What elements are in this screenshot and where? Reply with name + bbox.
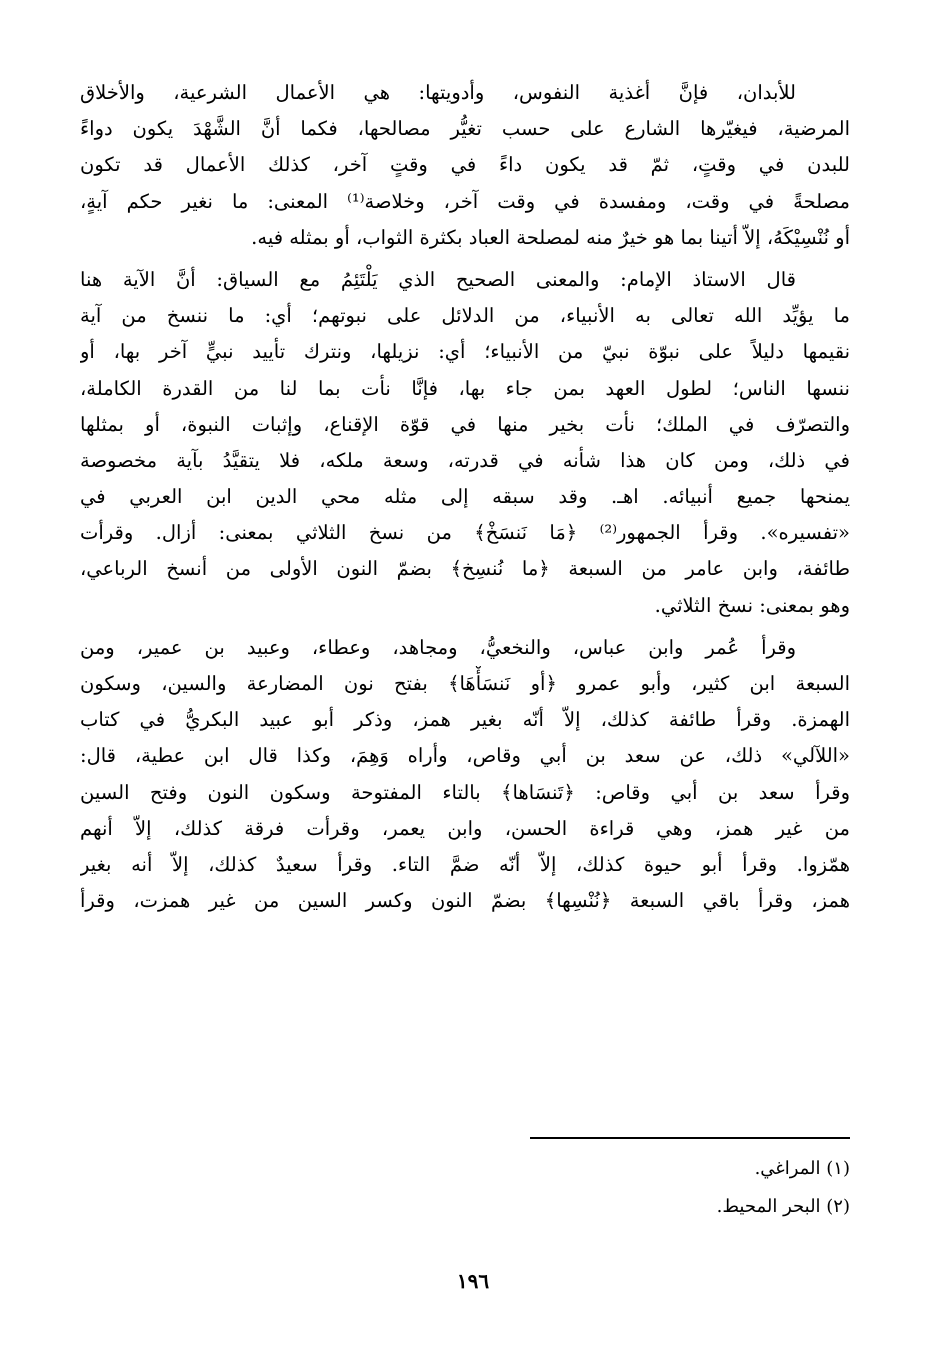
text-line: والتصرّف في الملك؛ نأت بخير منها في قوّة الإقناع، وإثبات النبوة، أو بمثلها <box>80 412 850 436</box>
footnote-divider <box>530 1137 850 1139</box>
text-line: وقرأ سعد بن أبي وقاص: ﴿تَنسَاها﴾ بالتاء المفتوحة وسكون النون وفتح السين <box>80 780 850 804</box>
text-line: للبدن في وقتٍ، ثمّ قد يكون داءً في وقتٍ آخر، كذلك الأعمال قد تكون <box>80 153 850 177</box>
text-line: همز، وقرأ باقي السبعة ﴿نُنْسِها﴾ بضمّ النون وكسر السين من غير همزت، وقرأ <box>80 889 850 913</box>
text-line: همّزوا. وقرأ أبو حيوة كذلك، إلاّ أنّه ضمَّ التاء. وقرأ سعيدٌ كذلك، إلاّ أنه بغير <box>80 852 850 876</box>
text-line: وقرأ عُمر وابن عباس، والنخعيُّ، ومجاهد، وعطاء، وعبيد بن عمير، ومن <box>80 635 796 659</box>
text-line: المرضية، فيغيّرها الشارع على حسب تغيُّر مصالحها، فكما أنَّ الشَّهْدَ يكون دواءً <box>80 117 850 141</box>
text-line: نقيمها دليلاً على نبوّة نبيّ من الأنبياء؛ أي: نزيلها، ونترك تأييد نبيٍّ آخر بها، أو <box>80 340 850 364</box>
main-text <box>80 75 850 919</box>
text-line: يمنحها جميع أنبيائه. اهـ. وقد سبقه إلى مثله محي الدين ابن العربي في <box>80 485 850 509</box>
text-line: «تفسيره». وقرأ الجمهور⁽²⁾ ﴿مَا نَنسَخْ﴾ من نسخ الثلاثي بمعنى: أزال. وقرأت <box>80 521 850 545</box>
text-line: قال الاستاذ الإمام: والمعنى الصحيح الذي يَلْتَئِمُ مع السياق: أنَّ الآية هنا <box>80 267 796 291</box>
footnotes <box>450 1150 850 1226</box>
page-number: ١٩٦ <box>456 1269 490 1293</box>
text-line: للأبدان، فإنَّ أغذية النفوس، وأدويتها: هي الأعمال الشرعية، والأخلاق <box>80 81 796 104</box>
paragraph-3 <box>80 630 850 920</box>
text-line: طائفة، وابن عامر من السبعة ﴿ما نُنسِخ﴾ بضمّ النون الأولى من أنسخ الرباعي، <box>80 557 850 581</box>
paragraph-2 <box>80 262 850 624</box>
text-line: مصلحةً في وقت، ومفسدة في وقت آخر، وخلاصة⁽¹⁾ المعنى: ما نغير حكم آيةٍ، <box>80 189 850 213</box>
text-line: ما يؤيِّد الله تعالى به الأنبياء، من الدلائل على نبوتهم؛ أي: ما ننسخ من آية <box>80 304 850 328</box>
paragraph-1 <box>80 75 850 256</box>
text-line: ننسها الناس؛ لطول العهد بمن جاء بها، فإنَّا نأت بما لنا من القدرة الكاملة، <box>80 376 850 400</box>
text-line: وهو بمعنى: نسخ الثلاثي. <box>654 593 850 617</box>
text-line: أو نُنْسِيْكَهُ، إلاّ أتينا بما هو خيرٌ منه لمصلحة العباد بكثرة الثواب، أو بمثله فيه. <box>251 225 850 249</box>
text-line: «اللآلي» ذلك، عن سعد بن أبي وقاص، وأراه وَهِمَ، وكذا قال ابن عطية، قال: <box>80 744 850 768</box>
text-line: من غير همز، وهي قراءة الحسن، وابن يعمر، وقرأت فرقة كذلك، إلاّ أنهم <box>80 816 850 840</box>
footnote-2: (٢) البحر المحيط. <box>716 1196 850 1217</box>
text-line: السبعة ابن كثير، وأبو عمرو ﴿أو نَنسَأْهَا﴾ بفتح نون المضارعة والسين، وسكون <box>80 672 850 695</box>
text-line: في ذلك، ومن كان هذا شأنه في قدرته، وسعة ملكه، فلا يتقيَّدُ بآية مخصوصة <box>80 448 850 472</box>
footnote-1: (١) المراغي. <box>754 1158 850 1179</box>
text-line: الهمزة. وقرأ طائفة كذلك، إلاّ أنّه بغير همز، وذكر أبو عبيد البكريُّ في كتاب <box>80 708 850 732</box>
